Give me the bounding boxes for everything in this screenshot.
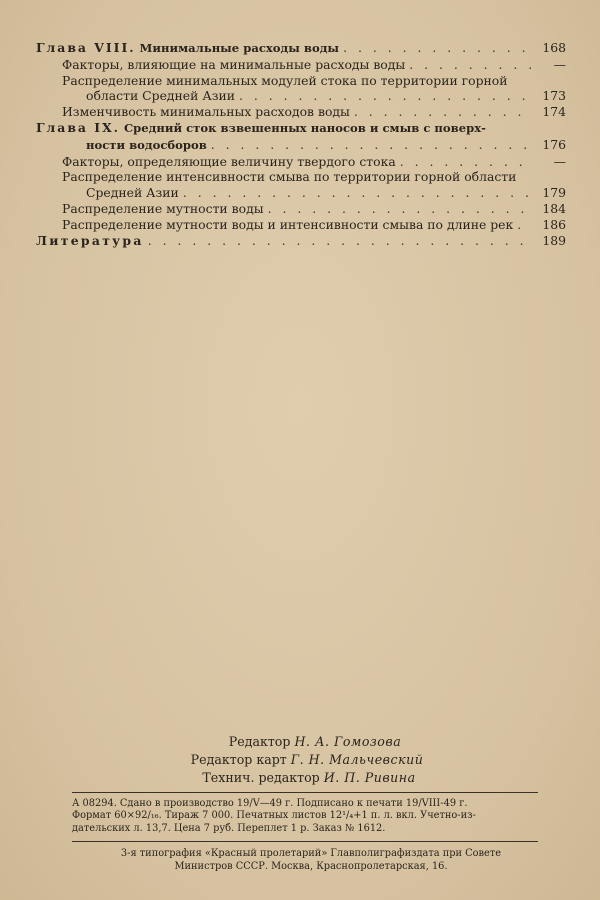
toc-item-text: Факторы, влияющие на минимальные расходы воды xyxy=(62,56,406,72)
leader-dots xyxy=(517,217,532,233)
toc-item xyxy=(36,104,566,120)
toc-chapter-9-continuation xyxy=(36,137,566,154)
chapter-title: Минимальные расходы воды xyxy=(139,41,340,55)
toc-item xyxy=(36,169,566,185)
chapter-title: Средний сток взвешенных наносов и смыв с поверх- xyxy=(123,120,486,135)
toc-item-text: Факторы, определяющие величину твердого стока xyxy=(62,153,396,169)
leader-dots xyxy=(409,57,532,73)
chapter-label: Глава IX. xyxy=(36,119,120,135)
toc-chapter-9 xyxy=(36,120,566,137)
middle-rule xyxy=(72,841,538,842)
credit-line xyxy=(0,769,600,787)
printer-line: 3-я типография «Красный пролетарий» Главполиграфиздата при Совете xyxy=(120,848,502,859)
toc-item-continuation xyxy=(36,88,566,104)
credit-name: Н. А. Гомозова xyxy=(294,734,402,749)
chapter-label: Глава VIII. xyxy=(36,40,136,55)
toc-item-continuation xyxy=(36,185,566,201)
page-number: 176 xyxy=(542,136,566,152)
literature-label: Литература xyxy=(36,232,144,248)
leader-dots xyxy=(183,185,532,201)
credit-name: Г. Н. Мальчевский xyxy=(290,752,424,767)
leader-dots xyxy=(268,201,532,217)
imprint-line: дательских л. 13,7. Цена 7 руб. Переплет 1 р. Заказ № 1612. xyxy=(72,822,386,834)
toc-item-text: Средней Азии xyxy=(86,185,179,201)
page-number: 189 xyxy=(542,232,566,248)
leader-dots xyxy=(239,88,532,104)
toc-item-text: Распределение интенсивности смыва по территории горной области xyxy=(62,169,517,185)
toc-literature xyxy=(36,233,566,249)
printer-info xyxy=(86,848,536,873)
page-number: 174 xyxy=(542,104,566,120)
chapter-title: ности водосборов xyxy=(86,137,207,152)
top-rule xyxy=(72,792,538,793)
credit-line xyxy=(0,733,600,751)
toc-chapter-8 xyxy=(36,40,566,57)
leader-dots xyxy=(400,154,532,170)
page-number: 184 xyxy=(542,200,566,216)
page-number: — xyxy=(553,153,566,169)
credit-role: Редактор карт xyxy=(190,752,287,767)
toc-item-text: Изменчивость минимальных расходов воды xyxy=(62,104,350,120)
toc-item xyxy=(36,201,566,217)
editor-credits xyxy=(0,733,600,787)
toc-item-text: Распределение мутности воды и интенсивности смыва по длине рек xyxy=(62,216,514,232)
toc-item xyxy=(36,57,566,73)
toc-item-text: Распределение минимальных модулей стока по территории горной xyxy=(62,72,508,88)
leader-dots xyxy=(211,137,532,153)
credit-name: И. П. Ривина xyxy=(323,770,416,785)
toc-item xyxy=(36,154,566,170)
credit-role: Технич. редактор xyxy=(202,770,320,785)
page-number: 186 xyxy=(542,216,566,232)
imprint-line: А 08294. Сдано в производство 19/V—49 г. Подписано к печати 19/VIII-49 г. xyxy=(72,798,468,809)
page-number: — xyxy=(553,56,566,72)
toc-item xyxy=(36,73,566,89)
table-of-contents xyxy=(36,40,566,248)
page-number: 179 xyxy=(542,185,566,201)
credit-role: Редактор xyxy=(228,734,291,749)
toc-item-text: области Средней Азии xyxy=(86,88,235,104)
page-number: 173 xyxy=(542,88,566,104)
toc-item xyxy=(36,217,566,233)
leader-dots xyxy=(148,233,532,249)
leader-dots xyxy=(354,104,532,120)
leader-dots xyxy=(343,40,532,56)
printer-line: Министров СССР. Москва, Краснопролетарская, 16. xyxy=(174,860,448,872)
page-number: 168 xyxy=(542,40,566,55)
imprint-line: Формат 60×92/₁₆. Тираж 7 000. Печатных листов 12¹/₄+1 п. л. вкл. Учетно-из- xyxy=(72,810,476,822)
credit-line xyxy=(0,751,600,769)
toc-item-text: Распределение мутности воды xyxy=(62,200,264,216)
imprint-block xyxy=(72,798,542,835)
